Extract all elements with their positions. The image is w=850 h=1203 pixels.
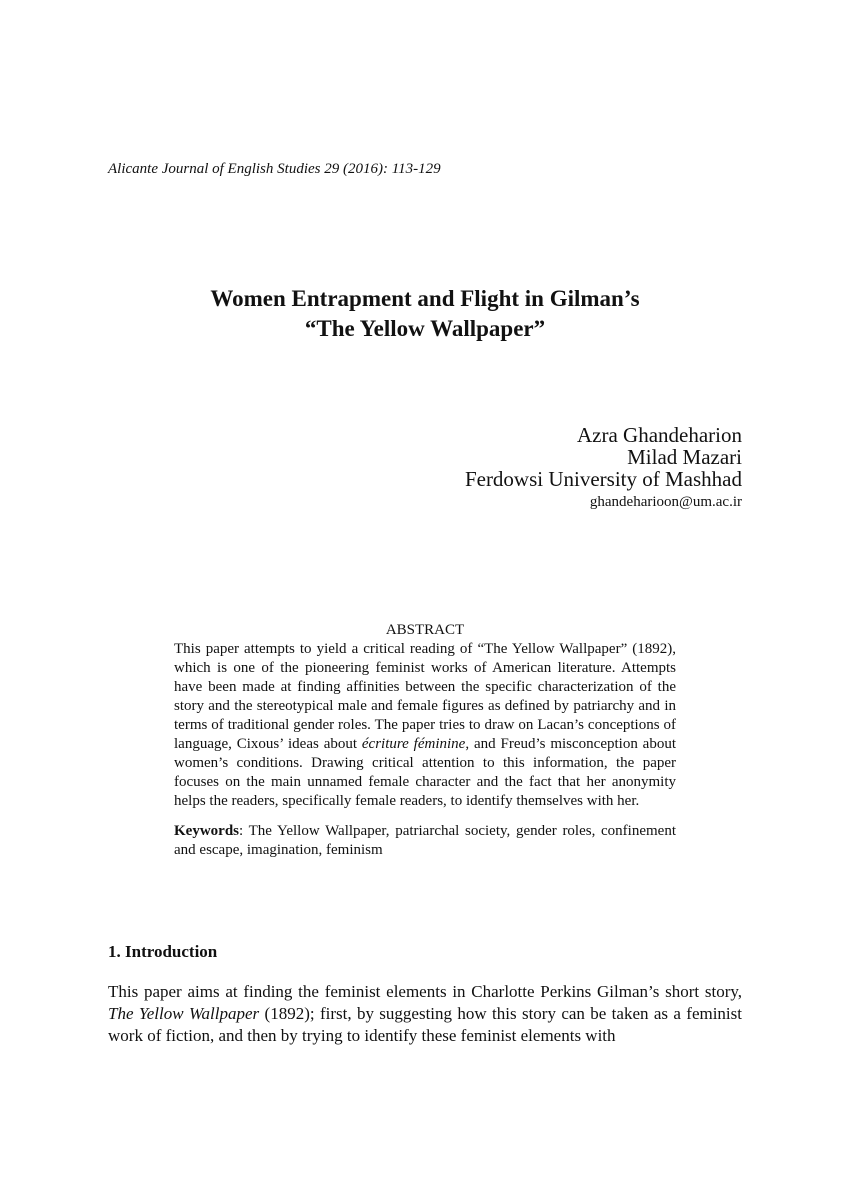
keywords-label: Keywords — [174, 823, 239, 839]
author-email: ghandeharioon@um.ac.ir — [589, 494, 742, 510]
abstract-section — [174, 621, 676, 860]
author-block — [465, 424, 742, 512]
section-heading-introduction: 1. Introduction — [108, 942, 218, 961]
keywords — [174, 822, 676, 860]
abstract-heading: ABSTRACT — [385, 622, 465, 638]
abstract-text — [174, 640, 676, 811]
introduction-paragraph — [108, 981, 742, 1047]
abstract-text-part-1: This paper attempts to yield a critical reading of “The Yellow Wallpaper” (1892), which is one of the pioneering feminist works of American literature. Attempts have been made at finding affinities between the specific characterization of the story and the stereotypical male and female figures as defined by patriarchy and in terms of traditional gender roles. The paper tries to draw on Lacan’s conceptions of language, Cixous’ ideas about — [174, 641, 676, 752]
abstract-text-italic: écriture féminine — [361, 736, 466, 752]
intro-text-italic: The Yellow Wallpaper — [108, 1004, 260, 1023]
keywords-list: : The Yellow Wallpaper, patriarchal society, gender roles, confinement and escape, imagination, feminism — [174, 823, 676, 858]
author-2: Milad Mazari — [627, 445, 742, 469]
article-title — [108, 284, 742, 344]
intro-text-part-2: (1892); first, by suggesting how this story can be taken as a feminist work of fiction, and then by trying to identify these feminist elements with — [108, 1004, 742, 1045]
journal-citation: Alicante Journal of English Studies 29 (2016): 113-129 — [108, 161, 441, 177]
title-line-1: Women Entrapment and Flight in Gilman’s — [210, 286, 640, 311]
intro-text-part-1: This paper aims at finding the feminist elements in Charlotte Perkins Gilman’s short story, — [108, 982, 742, 1001]
title-line-2: “The Yellow Wallpaper” — [304, 316, 546, 341]
affiliation: Ferdowsi University of Mashhad — [464, 467, 742, 491]
author-1: Azra Ghandeharion — [576, 423, 742, 447]
abstract-text-part-2: , and Freud’s misconception about women’s conditions. Drawing critical attention to this information, the paper focuses on the main unnamed female character and the fact that her anonymity helps the readers, specifically female readers, to identify themselves with her. — [174, 736, 677, 809]
